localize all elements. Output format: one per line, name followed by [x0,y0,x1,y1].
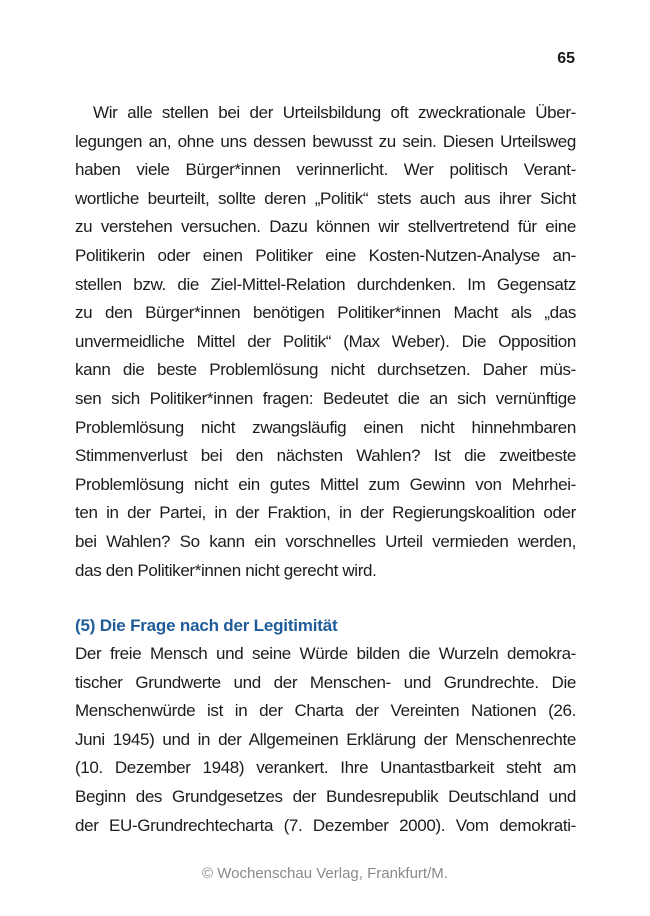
text-line: Problemlösung nicht zwangsläufig einen nicht hinnehmbaren [75,417,576,437]
paragraph-1 [75,99,576,585]
text-line: kann die beste Problemlösung nicht durchsetzen. Daher müs- [75,360,576,380]
text-line: sen sich Politiker*innen fragen: Bedeutet die an sich vernünftige [75,388,576,408]
text-line: (10. Dezember 1948) verankert. Ihre Unantastbarkeit steht am [75,758,576,778]
text-line: ten in der Partei, in der Fraktion, in der Regierungskoalition oder [75,503,576,523]
text-line: Juni 1945) und in der Allgemeinen Erklärung der Menschenrechte [75,729,576,749]
page-number: 65 [557,50,575,67]
text-line: Stimmenverlust bei den nächsten Wahlen? Ist die zweitbeste [75,446,576,466]
text-line: Wir alle stellen bei der Urteilsbildung oft zweckrationale Über- [93,103,576,122]
copyright-notice: © Wochenschau Verlag, Frankfurt/M. [202,865,448,882]
text-line: Menschenwürde ist in der Charta der Vereinten Nationen (26. [75,701,576,721]
text-line: bei Wahlen? So kann ein vorschnelles Urteil vermieden werden, [75,531,576,551]
text-line: stellen bzw. die Ziel-Mittel-Relation durchdenken. Im Gegensatz [75,274,576,294]
text-line: tischer Grundwerte und der Menschen- und Grundrechte. Die [75,672,576,692]
page-body [75,99,576,840]
text-line: zu den Bürger*innen benötigen Politiker*innen Macht als „das [75,303,576,323]
text-line: Politikerin oder einen Politiker eine Kosten-Nutzen-Analyse an- [75,245,576,265]
text-line: der EU-Grundrechtecharta (7. Dezember 2000). Vom demokrati- [75,815,576,835]
text-line: Problemlösung nicht ein gutes Mittel zum Gewinn von Mehrhei- [75,474,576,494]
paragraph-2 [75,640,576,840]
text-line: haben viele Bürger*innen verinnerlicht. Wer politisch Verant- [75,160,576,180]
text-line: Der freie Mensch und seine Würde bilden die Wurzeln demokra- [75,644,576,664]
text-line: unvermeidliche Mittel der Politik“ (Max Weber). Die Opposition [75,331,576,351]
text-line: Beginn des Grundgesetzes der Bundesrepublik Deutschland und [75,787,576,807]
text-line: das den Politiker*innen nicht gerecht wird. [75,560,377,580]
text-line: wortliche beurteilt, sollte deren „Politik“ stets auch aus ihrer Sicht [75,188,576,208]
text-line: zu verstehen versuchen. Dazu können wir stellvertretend für eine [75,217,576,237]
text-line: legungen an, ohne uns dessen bewusst zu sein. Diesen Urteilsweg [75,131,576,151]
section-heading: (5) Die Frage nach der Legitimität [75,616,338,636]
